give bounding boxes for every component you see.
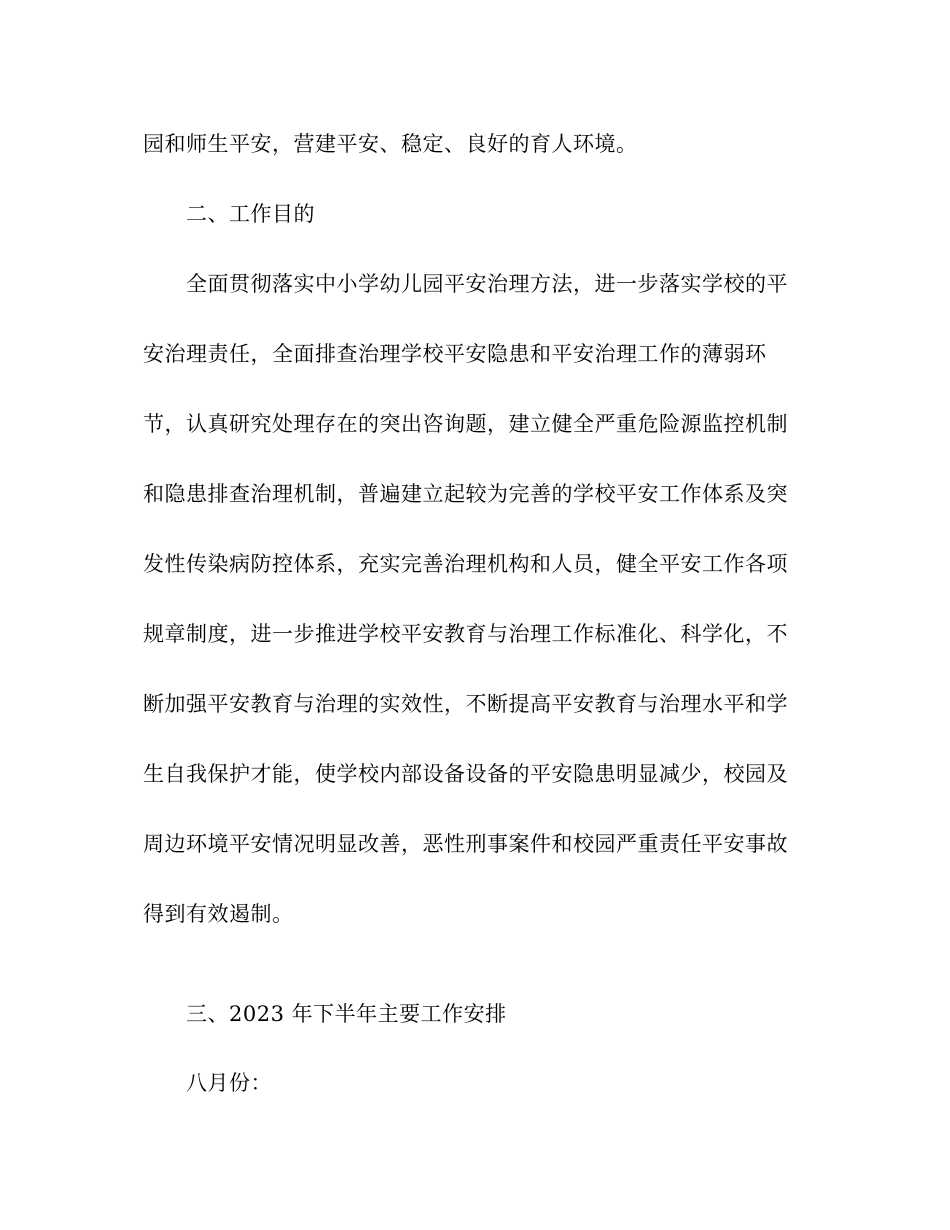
section-heading: 三、2023 年下半年主要工作安排 (186, 1002, 507, 1026)
paragraph-line: 发性传染病防控体系，充实完善治理机构和人员，健全平安工作各项 (143, 552, 788, 576)
paragraph-line: 周边环境平安情况明显改善，恶性刑事案件和校园严重责任平安事故 (143, 832, 788, 856)
subsection-label: 八月份： (186, 1071, 272, 1095)
paragraph-line: 全面贯彻落实中小学幼儿园平安治理方法，进一步落实学校的平 (186, 272, 788, 296)
paragraph-line: 得到有效遏制。 (143, 902, 294, 926)
paragraph-line: 和隐患排查治理机制，普遍建立起较为完善的学校平安工作体系及突 (143, 482, 788, 506)
paragraph-line: 节，认真研究处理存在的突出咨询题，建立健全严重危险源监控机制 (143, 412, 788, 436)
paragraph-line: 规章制度，进一步推进学校平安教育与治理工作标准化、科学化，不 (143, 622, 788, 646)
paragraph-line: 生自我保护才能，使学校内部设备设备的平安隐患明显减少，校园及 (143, 762, 788, 786)
section-heading: 二、工作目的 (186, 202, 315, 226)
paragraph-line: 园和师生平安，营建平安、稳定、良好的育人环境。 (143, 132, 638, 156)
paragraph-line: 安治理责任，全面排查治理学校平安隐患和平安治理工作的薄弱环 (143, 342, 767, 366)
paragraph-line: 断加强平安教育与治理的实效性，不断提高平安教育与治理水平和学 (143, 692, 788, 716)
